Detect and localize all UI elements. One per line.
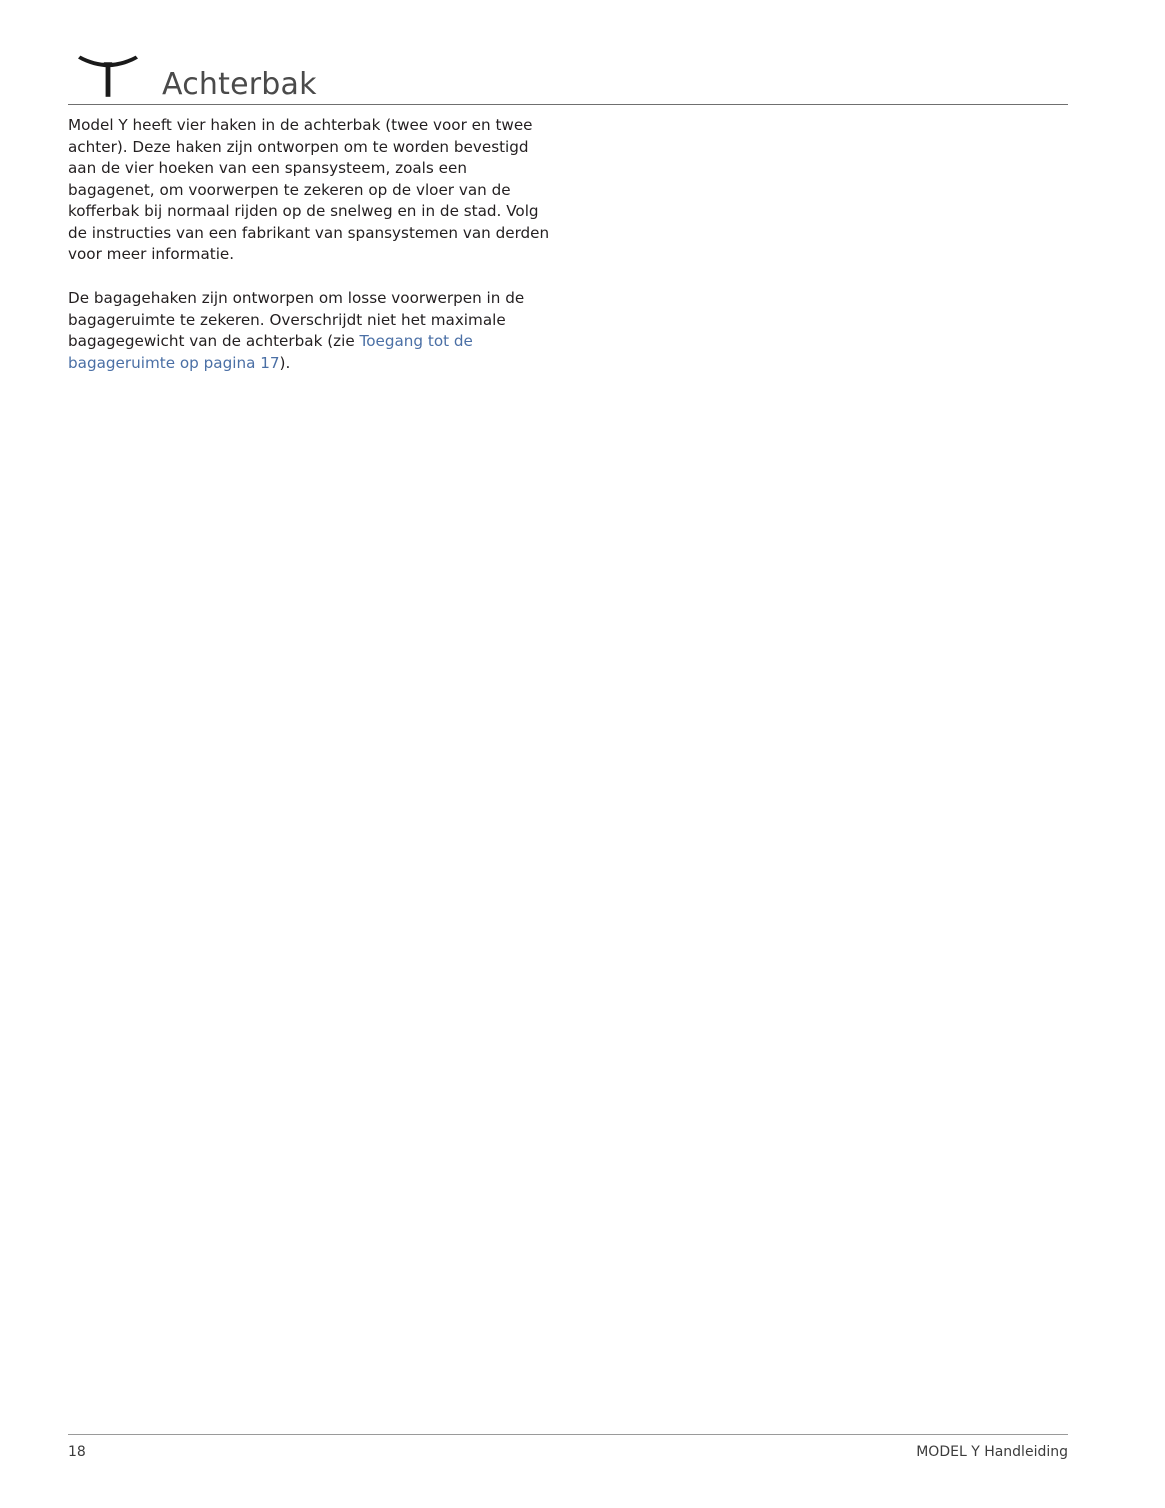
page-header xyxy=(68,46,1068,104)
cross-reference-link[interactable]: Toegang tot de bagageruimte op pagina 17 xyxy=(68,332,473,372)
paragraph-2 xyxy=(68,288,558,374)
footer-divider xyxy=(68,1434,1068,1435)
tesla-logo-icon xyxy=(68,52,146,104)
paragraph-2-tail: ). xyxy=(279,353,291,372)
page-title: Achterbak xyxy=(162,67,317,102)
page-content xyxy=(68,115,558,374)
page-number: 18 xyxy=(68,1444,86,1460)
document-name: MODEL Y Handleiding xyxy=(916,1444,1068,1460)
paragraph-1: Model Y heeft vier haken in de achterbak (twee voor en twee achter). Deze haken zijn ontworpen om te worden bevestigd aan de vier hoeken van een spansysteem, zoals een bagagenet, om voorwerpen te zekeren op de vloer van de kofferbak bij normaal rijden op de snelweg en in de stad. Volg de instructies van een fabrikant van spansystemen van derden voor meer informatie. xyxy=(68,116,550,264)
page-footer xyxy=(68,1444,1068,1460)
header-divider xyxy=(68,104,1068,105)
paragraph-2-lead: De bagagehaken zijn ontworpen om losse voorwerpen in de bagageruimte te zekeren. Overschrijdt niet het maximale bagagegewicht van de achterbak (zie xyxy=(68,289,525,351)
